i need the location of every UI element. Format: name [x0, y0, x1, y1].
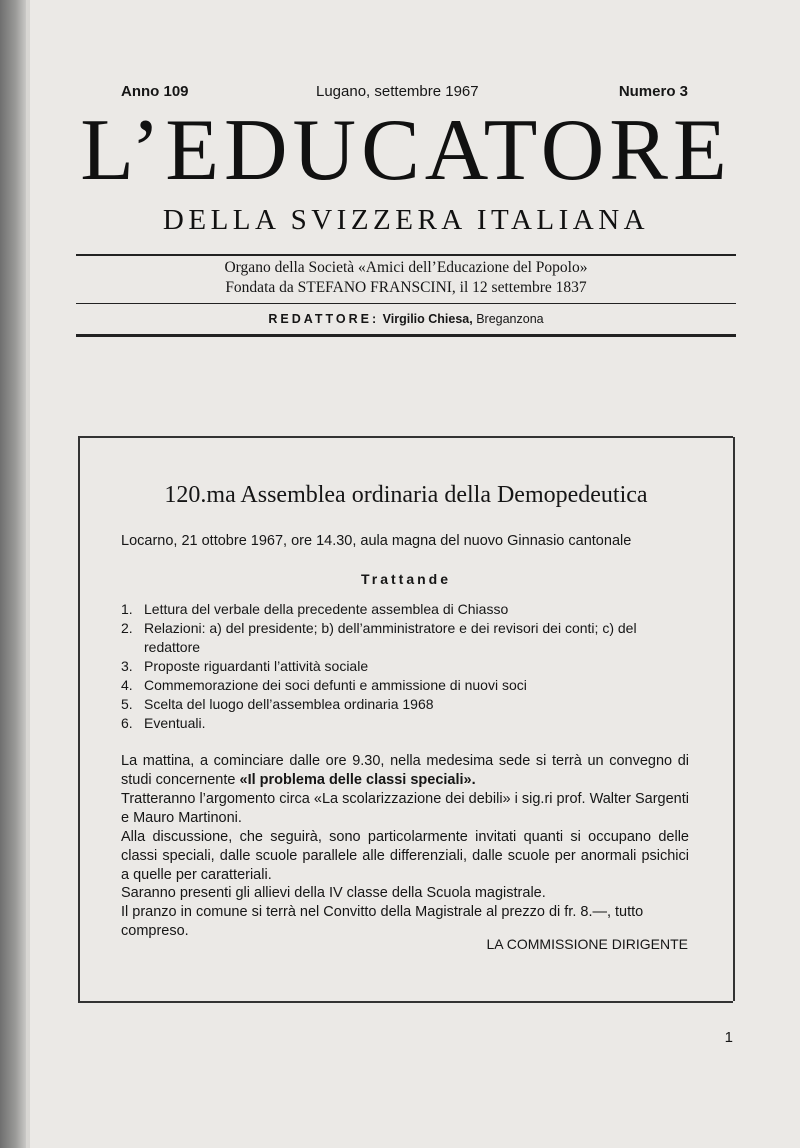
discussion-paragraph: Alla discussione, che seguirà, sono particolarmente invitati quanti si occupano delle classi speciali, dalle scuole parallele alle differenziali, dalle scuole per anormali psichici a quelle per caratteriali. [121, 829, 689, 883]
agenda-item [121, 657, 691, 676]
agenda-item-number: 2. [121, 620, 133, 636]
students-paragraph: Saranno presenti gli allievi della IV classe della Scuola magistrale. [121, 885, 546, 901]
organ-line: Organo della Società «Amici dell’Educazione del Popolo» [224, 259, 588, 276]
agenda-item [121, 714, 691, 733]
agenda-item-number: 4. [121, 677, 133, 693]
agenda-item-number: 5. [121, 696, 133, 712]
morning-text: La mattina, a cominciare dalle ore 9.30, nella medesima sede si terrà un convegno di studi concernente [121, 753, 689, 788]
agenda-item-text: Lettura del verbale della precedente assemblea di Chiasso [144, 601, 509, 617]
editor-label: REDATTORE: [268, 312, 380, 326]
agenda-item-text: Commemorazione dei soci defunti e ammissione di nuovi soci [144, 677, 527, 693]
agenda-item [121, 676, 691, 695]
issue-number: Numero 3 [618, 83, 688, 100]
rule-divider [76, 334, 736, 337]
binding-spine [0, 0, 26, 1148]
agenda-item-text: Scelta del luogo dell’assemblea ordinaria 1968 [144, 696, 434, 712]
publisher-block [76, 258, 736, 298]
agenda-item-text: Relazioni: a) del presidente; b) dell’amministratore e dei revisori dei conti; c) del redattore [144, 620, 637, 655]
agenda-item-number: 3. [121, 658, 133, 674]
agenda-item [121, 600, 691, 619]
notice-bottom-rule [78, 1001, 733, 1003]
agenda-item [121, 695, 691, 714]
rule-divider [76, 303, 736, 304]
agenda-item-text: Eventuali. [144, 715, 206, 731]
morning-paragraph [121, 752, 689, 790]
editor-line [76, 312, 736, 326]
year-label: Anno 109 [121, 83, 189, 100]
masthead-subtitle: DELLA SVIZZERA ITALIANA [162, 204, 650, 236]
editor-name: Virgilio Chiesa, [382, 312, 473, 326]
rule-divider [76, 254, 736, 256]
place-date: Lugano, settembre 1967 [316, 83, 479, 100]
agenda-item-number: 1. [121, 601, 133, 617]
agenda-item [121, 619, 691, 657]
signature: LA COMMISSIONE DIRIGENTE [486, 936, 688, 952]
editor-place: Breganzona [476, 312, 544, 326]
agenda-item-number: 6. [121, 715, 133, 731]
speakers-paragraph: Tratteranno l’argomento circa «La scolarizzazione dei debili» i sig.ri prof. Walter Sargenti e Mauro Martinoni. [121, 791, 689, 826]
lunch-paragraph: Il pranzo in comune si terrà nel Convitto della Magistrale al prezzo di fr. 8.—, tutto compreso. [121, 904, 644, 939]
page-edge [26, 0, 30, 1148]
page-number: 1 [724, 1029, 733, 1046]
meeting-details: Locarno, 21 ottobre 1967, ore 14.30, aula magna del nuovo Ginnasio cantonale [121, 533, 632, 549]
agenda-item-text: Proposte riguardanti l’attività sociale [144, 658, 369, 674]
agenda-heading: Trattande [360, 571, 451, 587]
convention-topic: «Il problema delle classi speciali». [239, 772, 476, 788]
masthead-title: L’EDUCATORE [80, 102, 732, 199]
notice-top-rule [78, 436, 733, 438]
agenda-list [121, 600, 691, 733]
notice-title: 120.ma Assemblea ordinaria della Demopedeutica [164, 482, 648, 508]
founded-line: Fondata da STEFANO FRANSCINI, il 12 settembre 1837 [225, 279, 587, 296]
